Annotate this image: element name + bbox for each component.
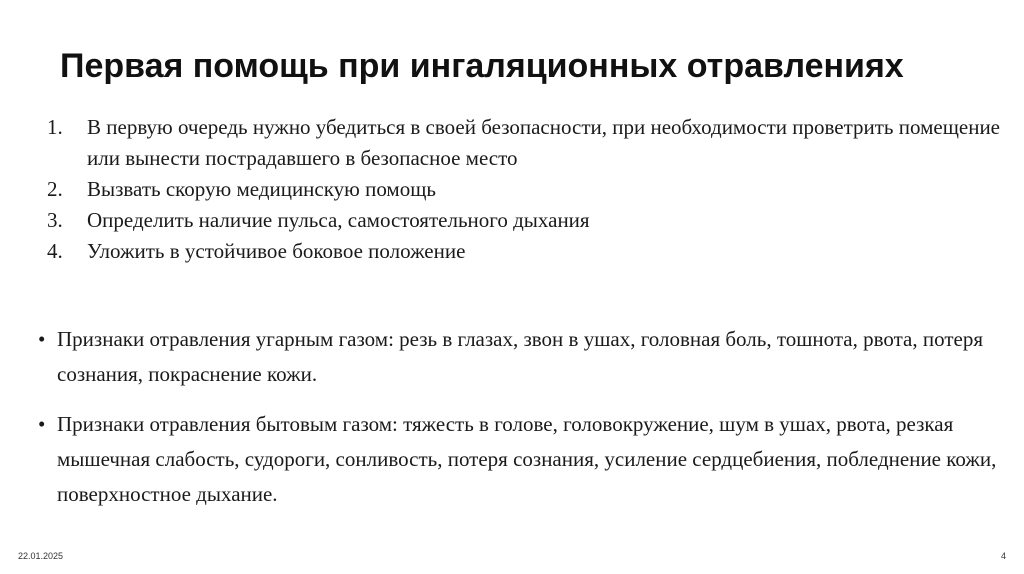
footer-date: 22.01.2025 [18, 551, 64, 561]
step-number: 3. [47, 208, 63, 232]
step-item [0, 205, 1000, 236]
page-number: 4 [1000, 551, 1006, 561]
signs-item-household-gas [0, 407, 1010, 512]
step-text: В первую очередь нужно убедиться в своей безопасности, при необходимости проветрить помещение или вынести пострадавшего в безопасное место [87, 115, 1000, 170]
poisoning-signs-list [0, 322, 1010, 527]
bullet-icon: • [38, 327, 46, 351]
signs-item-carbon-monoxide [0, 322, 1010, 392]
signs-text: Признаки отравления угарным газом: резь в глазах, звон в ушах, головная боль, тошнота, рвота, потеря сознания, покраснение кожи. [57, 327, 983, 386]
step-item [0, 236, 1000, 267]
slide-title: Первая помощь при ингаляционных отравлениях [60, 47, 904, 85]
step-text: Определить наличие пульса, самостоятельного дыхания [87, 208, 590, 232]
step-number: 4. [47, 239, 63, 263]
signs-text: Признаки отравления бытовым газом: тяжесть в голове, головокружение, шум в ушах, рвота, резкая мышечная слабость, судороги, сонливость, потеря сознания, усиление сердцебиения, побледнение кожи, поверхностное дыхание. [57, 412, 997, 506]
step-text: Уложить в устойчивое боковое положение [87, 239, 466, 263]
step-number: 2. [47, 177, 63, 201]
bullet-icon: • [38, 412, 46, 436]
step-item [0, 112, 1000, 174]
step-number: 1. [47, 115, 63, 139]
step-text: Вызвать скорую медицинскую помощь [87, 177, 436, 201]
step-item [0, 174, 1000, 205]
first-aid-steps-list [0, 112, 1000, 267]
